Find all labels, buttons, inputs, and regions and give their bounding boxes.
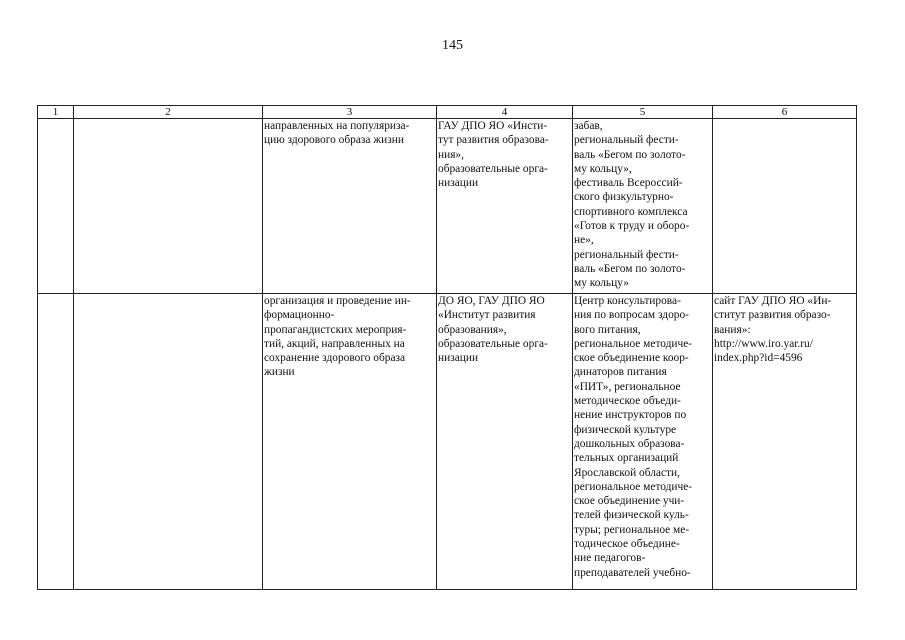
table-cell: сайт ГАУ ДПО ЯО «Ин- ститут развития образо- вания»: http://www.iro.yar.ru/ index.php?id=4596 [713,294,857,590]
column-header: 3 [263,106,437,119]
table-cell [74,294,263,590]
column-header: 1 [38,106,74,119]
table-cell: ГАУ ДПО ЯО «Инсти- тут развития образова- ния», образовательные орга- низации [437,119,573,294]
page-number: 145 [442,38,463,53]
table-cell: забав, региональный фести- валь «Бегом по золото- му кольцу», фестиваль Всероссий- ского физкультурно- спортивного комплекса «Готов к труду и оборо- не», региональный фести- валь «Бегом по золото- му кольцу» [573,119,713,294]
column-header: 6 [713,106,857,119]
table-row [38,119,857,294]
table-cell [38,294,74,590]
table-cell: Центр консультирова- ния по вопросам здоро- вого питания, региональное методиче- ское объединение коор- динаторов питания «ПИТ», региональное методическое объеди- нение инструкторов по физической культуре дошкольных образова- тельных организаций Ярославской области, региональное методиче- ское объединение учи- телей физической куль- туры; региональное ме- тодическое объедине- ние педагогов- преподавателей учебно- [573,294,713,590]
column-header: 2 [74,106,263,119]
table-cell [713,119,857,294]
table-cell: организация и проведение ин- формационно- пропагандистских мероприя- тий, акций, направленных на сохранение здорового образа жизни [263,294,437,590]
column-header: 4 [437,106,573,119]
table-row [38,294,857,590]
table-cell: направленных на популяриза- цию здорового образа жизни [263,119,437,294]
table-cell [38,119,74,294]
table-header-row [38,106,857,119]
table-cell: ДО ЯО, ГАУ ДПО ЯО «Институт развития образования», образовательные орга- низации [437,294,573,590]
document-table [37,105,857,590]
table-cell [74,119,263,294]
column-header: 5 [573,106,713,119]
